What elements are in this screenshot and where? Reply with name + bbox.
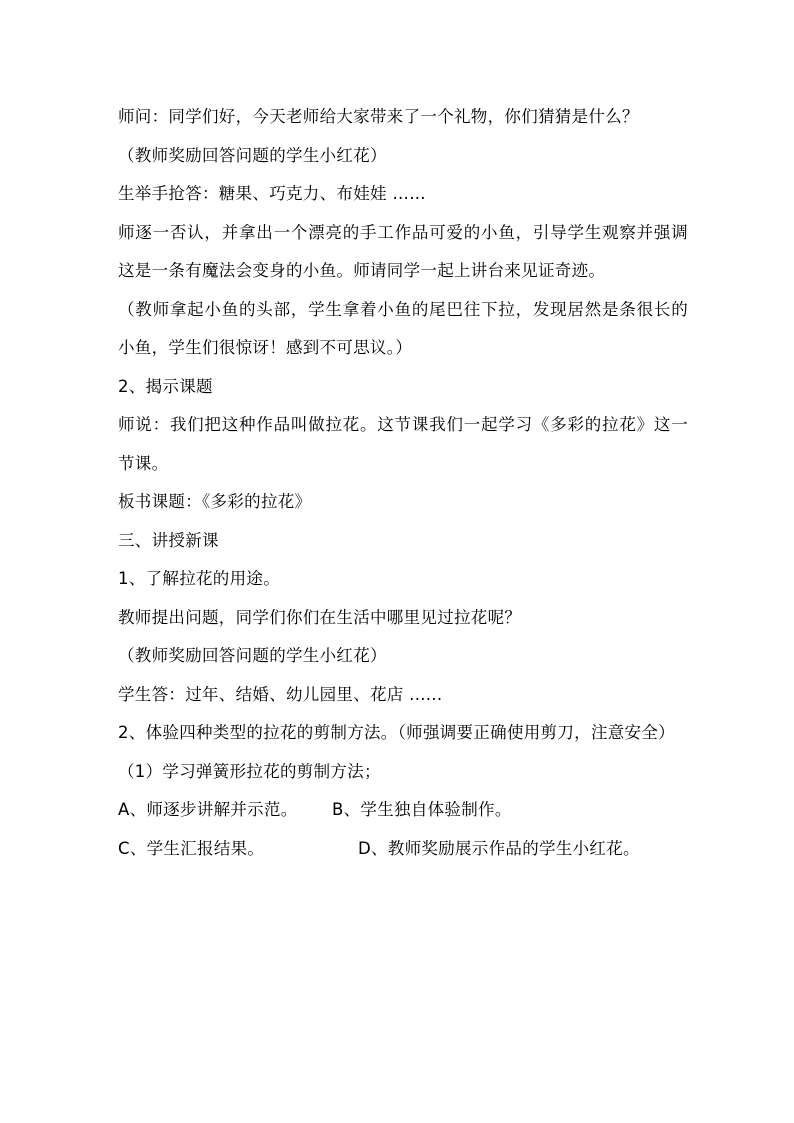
section-reveal-topic: 2、揭示课题 <box>118 376 213 396</box>
section-new-lesson: 三、讲授新课 <box>118 530 219 550</box>
step-a: A、师逐步讲解并示范。 <box>118 800 298 819</box>
paragraph-student-answers: 生举手抢答：糖果、巧克力、布娃娃 …… <box>118 184 426 203</box>
paragraph-topic-explain: 师说：我们把这种作品叫做拉花。这节课我们一起学习《多彩的拉花》这一节课。 <box>118 415 688 473</box>
paragraph-reward-note: （教师奖励回答问题的学生小红花） <box>118 145 387 165</box>
section-usage: 1、了解拉花的用途。 <box>118 569 280 588</box>
paragraph-board-title: 板书课题：《多彩的拉花》 <box>118 492 312 511</box>
paragraph-fish-demo: （教师拿起小鱼的头部，学生拿着小鱼的尾巴往下拉，发现居然是条很长的小鱼，学生们很惊讶！感到不可思议。） <box>118 299 688 357</box>
document-body <box>118 98 688 868</box>
paragraph-usage-question: 教师提出问题，同学们你们在生活中哪里见过拉花呢？ <box>118 607 522 627</box>
step-b: B、学生独自体验制作。 <box>332 800 512 819</box>
steps-row-cd <box>118 830 688 869</box>
step-d: D、教师奖励展示作品的学生小红花。 <box>358 838 640 858</box>
section-cutting-methods: 2、体验四种类型的拉花的剪制方法。（师强调要正确使用剪刀，注意安全） <box>118 723 675 742</box>
paragraph-spring-method: （1）学习弹簧形拉花的剪制方法； <box>118 761 381 781</box>
paragraph-student-answer-2: 学生答：过年、结婚、幼儿园里、花店 ...... <box>118 684 443 704</box>
paragraph-teacher-question: 师问：同学们好，今天老师给大家带来了一个礼物，你们猜猜是什么？ <box>118 107 639 126</box>
steps-row-ab <box>118 791 688 830</box>
step-c: C、学生汇报结果。 <box>118 838 265 858</box>
paragraph-fish-intro: 师逐一否认，并拿出一个漂亮的手工作品可爱的小鱼，引导学生观察并强调这是一条有魔法会变身的小鱼。师请同学一起上讲台来见证奇迹。 <box>118 222 688 280</box>
paragraph-reward-note-2: （教师奖励回答问题的学生小红花） <box>118 646 387 665</box>
